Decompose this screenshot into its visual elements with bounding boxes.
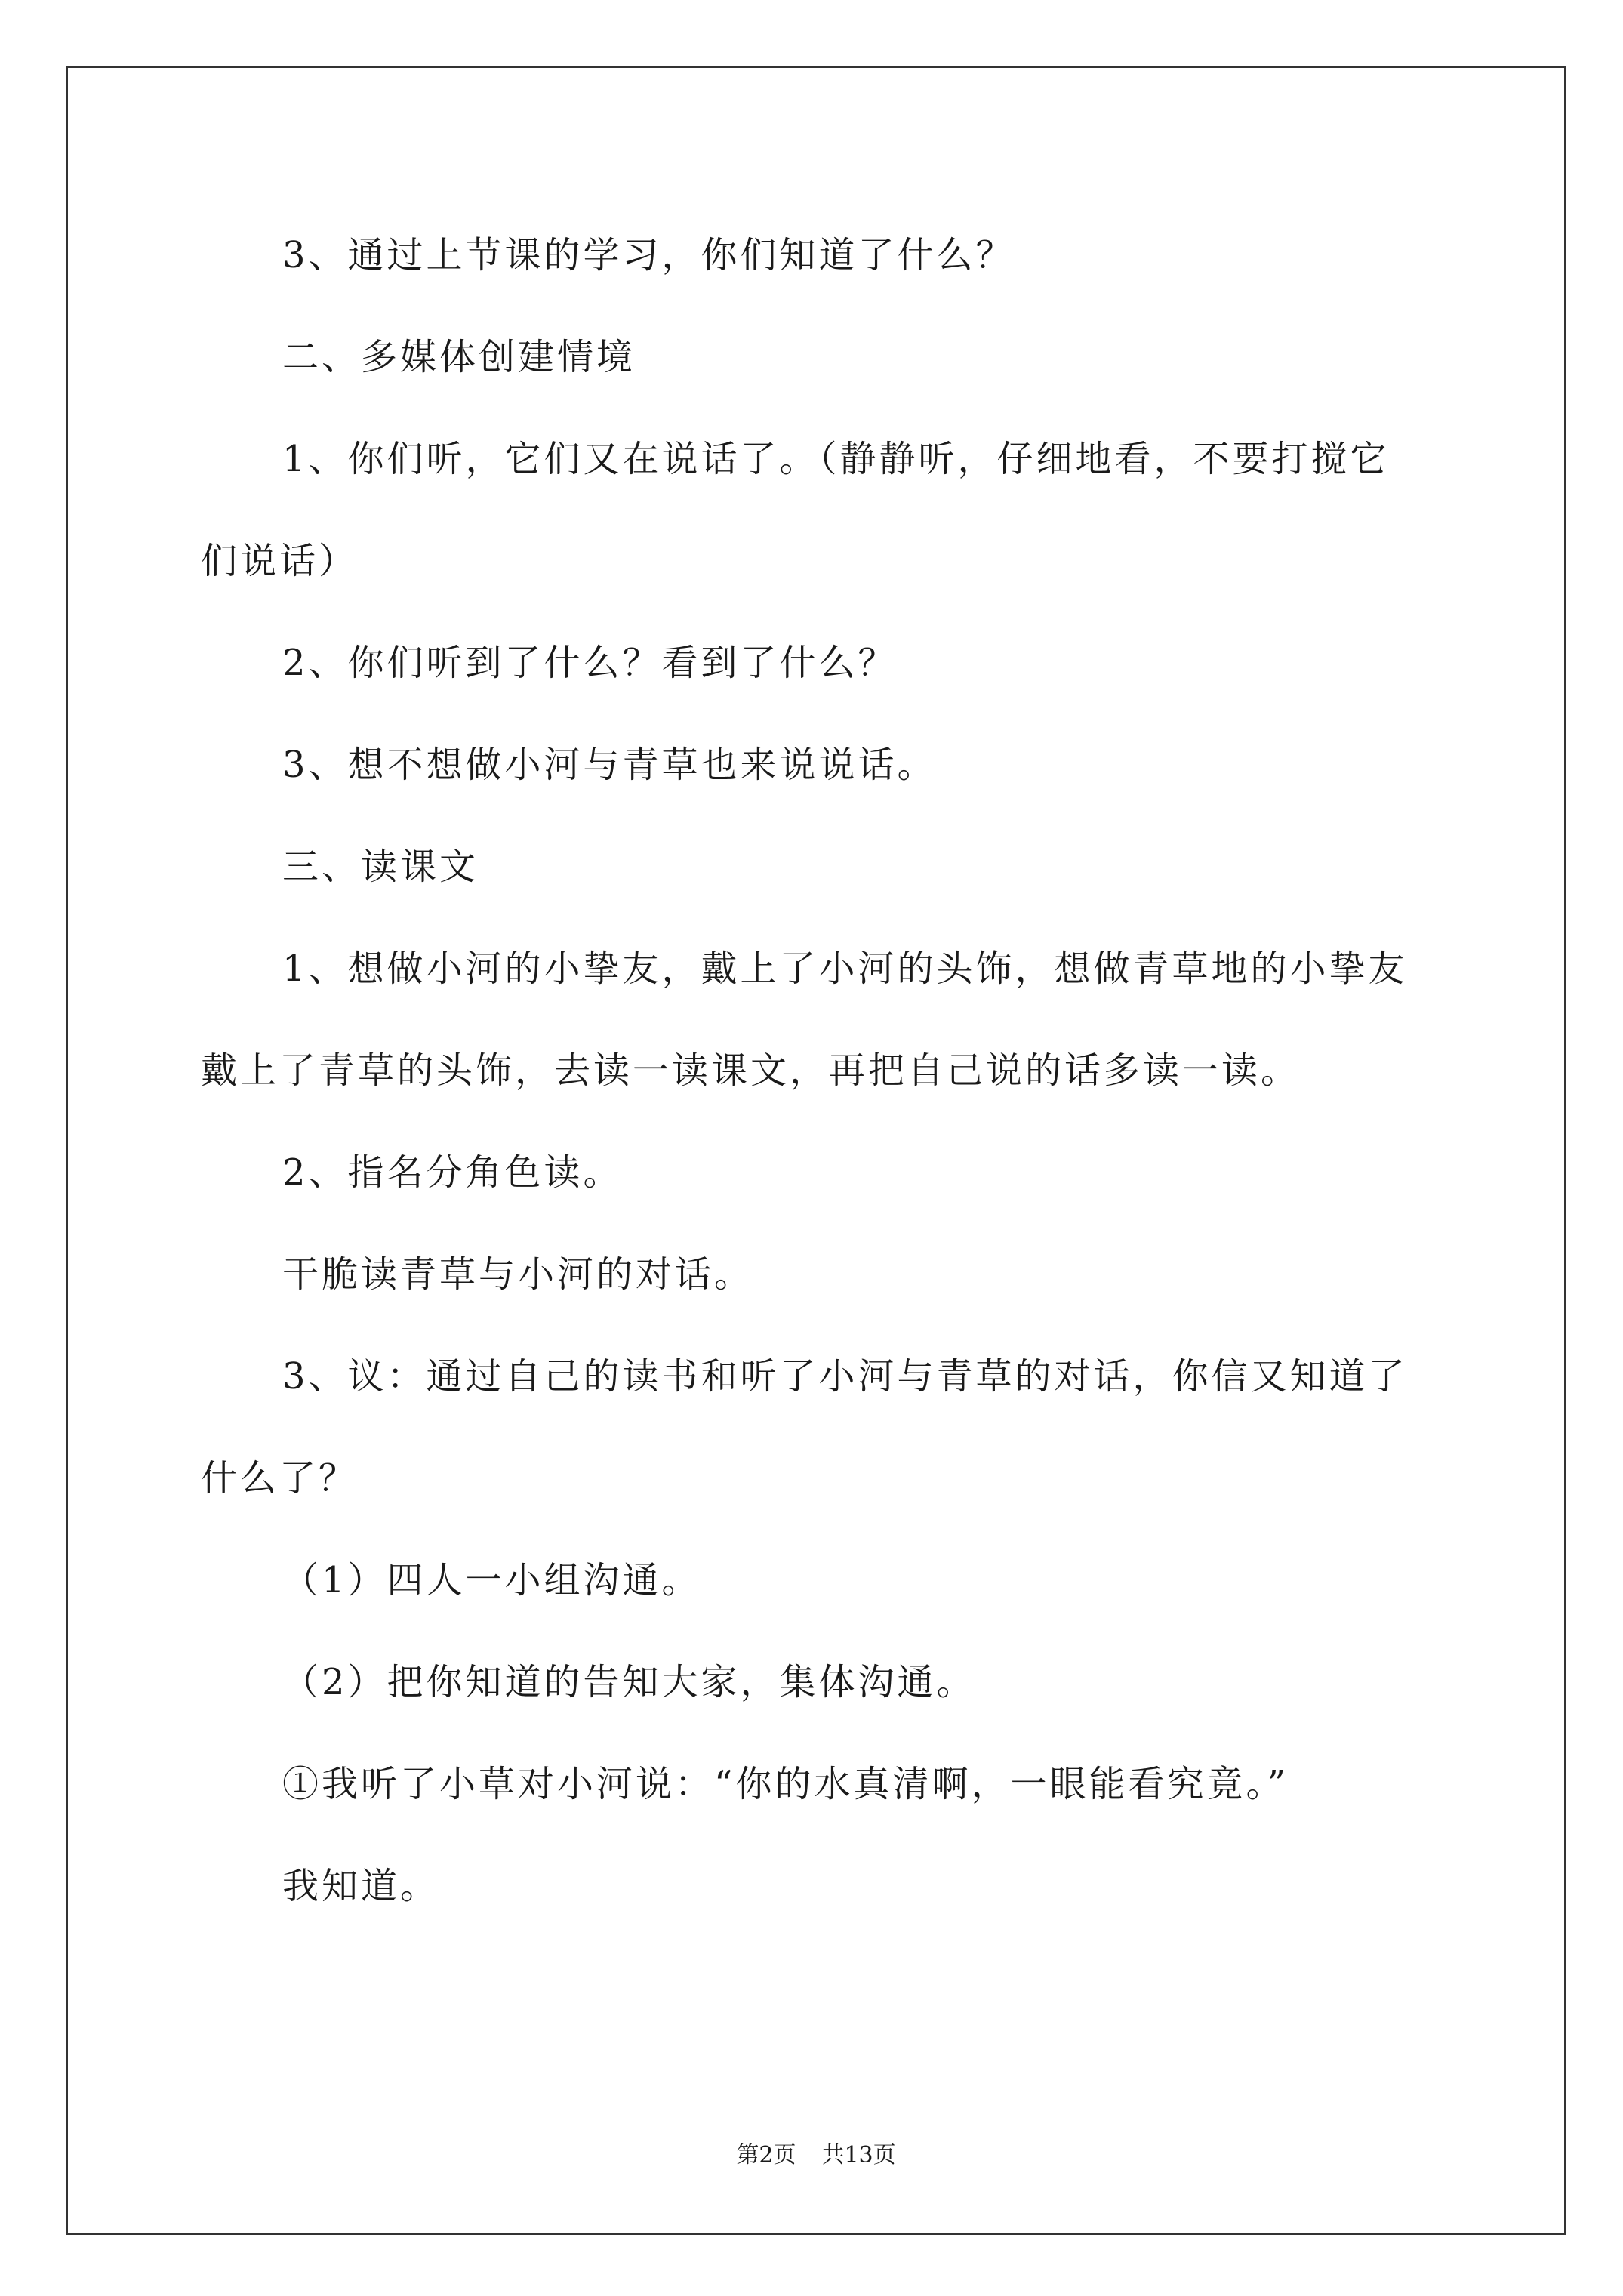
paragraph-line: 3、通过上节课的学习，你们知道了什么？	[282, 234, 1015, 276]
paragraph-line: 戴上了青草的头饰，去读一读课文，再把自己说的话多读一读。	[201, 1049, 1301, 1092]
paragraph-line: 1、想做小河的小挚友，戴上了小河的头饰，想做青草地的小挚友	[282, 948, 1408, 990]
section-heading: 二、多媒体创建情境	[282, 336, 636, 378]
paragraph-line: （1）四人一小组沟通。	[282, 1559, 701, 1601]
paragraph-line: ①我听了小草对小河说：“你的水真清啊，一眼能看究竟。”	[282, 1763, 1289, 1805]
paragraph-line: （2）把你知道的告知大家，集体沟通。	[282, 1661, 976, 1703]
paragraph-line: 2、你们听到了什么？看到了什么？	[282, 642, 898, 684]
page-number: 第2页	[736, 2142, 796, 2168]
paragraph-line: 3、想不想做小河与青草也来说说话。	[282, 744, 937, 786]
paragraph-line: 2、指名分角色读。	[282, 1151, 623, 1194]
page-footer	[68, 2140, 1564, 2171]
paragraph-line: 1、你们听，它们又在说话了。（静静听，仔细地看，不要打搅它	[282, 438, 1390, 480]
section-heading: 三、读课文	[282, 846, 479, 888]
page-frame	[66, 66, 1566, 2235]
page-total: 共13页	[821, 2142, 896, 2168]
document-body	[68, 68, 1564, 2233]
paragraph-line: 干脆读青草与小河的对话。	[282, 1253, 754, 1296]
paragraph-line: 3、议：通过自己的读书和听了小河与青草的对话，你信又知道了	[282, 1355, 1408, 1398]
paragraph-line: 什么了？	[201, 1457, 359, 1499]
paragraph-line: 们说话）	[201, 540, 359, 582]
paragraph-line: 我知道。	[282, 1865, 440, 1907]
